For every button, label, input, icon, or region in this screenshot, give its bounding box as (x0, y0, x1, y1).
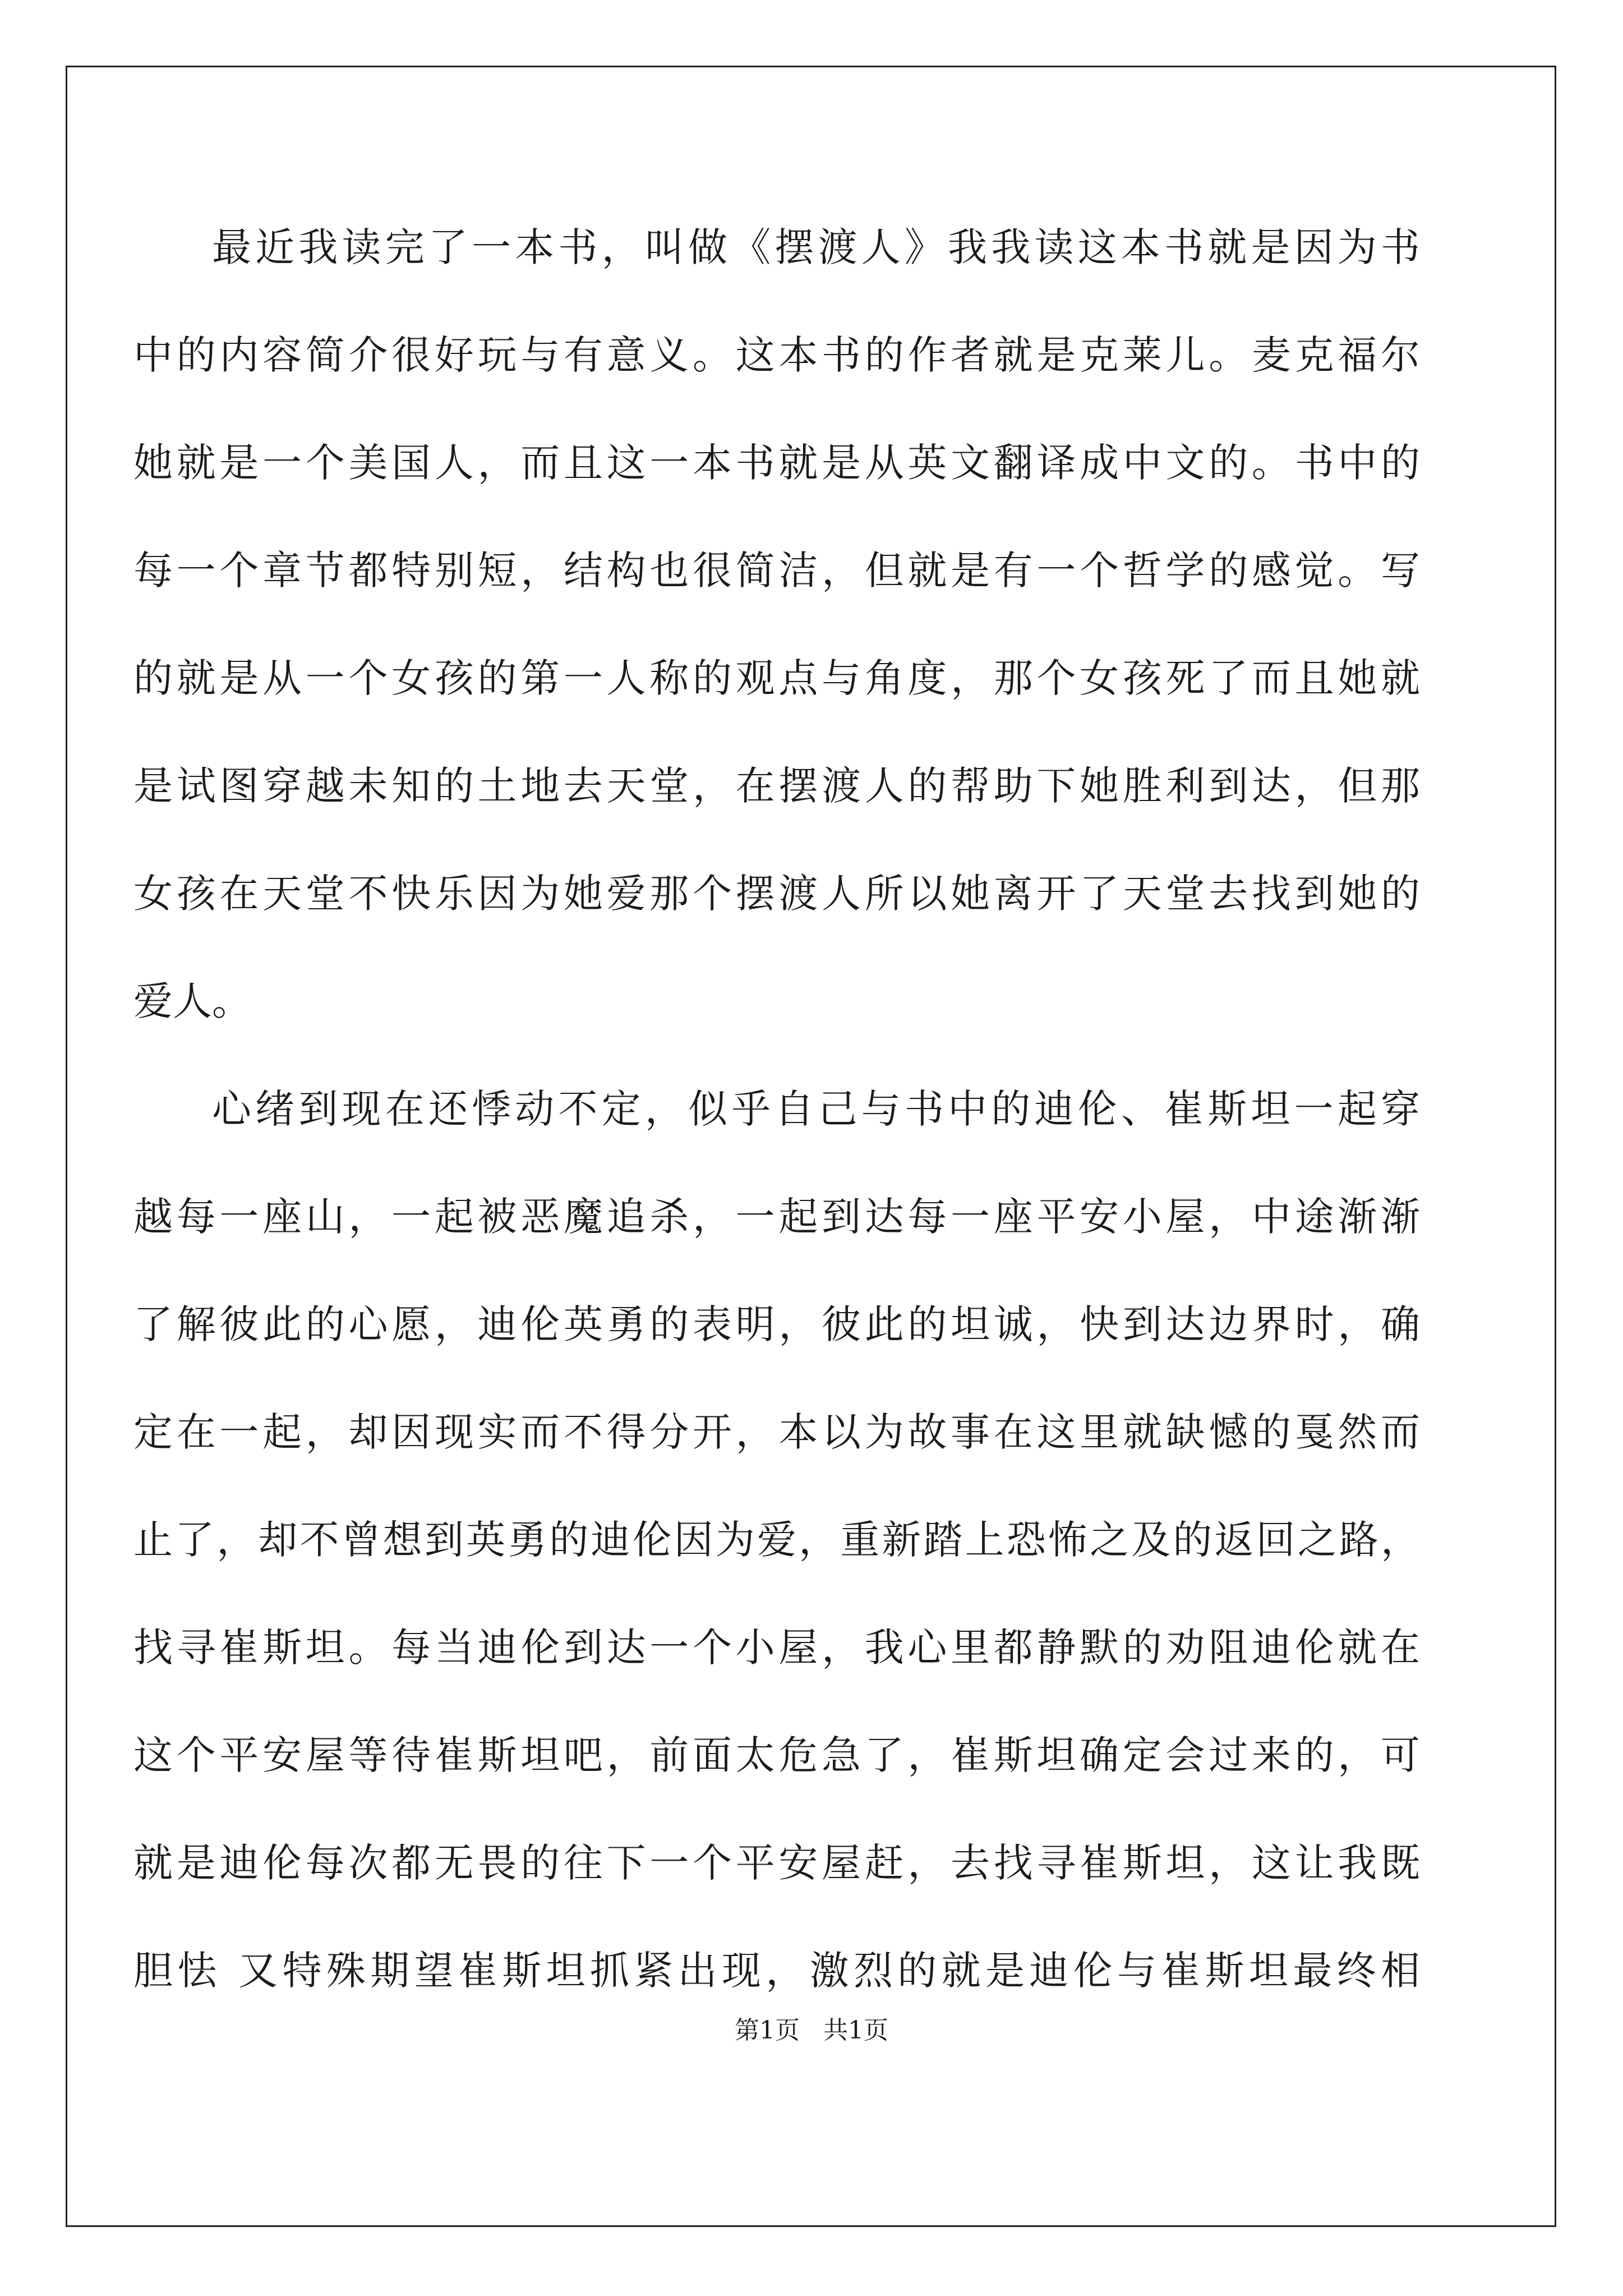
document-body (133, 194, 1420, 2024)
paragraph-1-line-2: 中的内容简介很好玩与有意义。这本书的作者就是克莱儿。麦克福尔 (133, 332, 1420, 378)
paragraph-1-line-1: 最近我读完了一本书，叫做《摆渡人》我我读这本书就是因为书 (212, 224, 1420, 270)
paragraph-1-line-4: 每一个章节都特别短，结构也很简洁，但就是有一个哲学的感觉。写 (133, 547, 1420, 593)
paragraph-2-line-2: 越每一座山，一起被恶魔追杀，一起到达每一座平安小屋，中途渐渐 (133, 1194, 1420, 1240)
paragraph-2-line-8: 就是迪伦每次都无畏的往下一个平安屋赶，去找寻崔斯坦，这让我既 (133, 1840, 1420, 1886)
paragraph-2-line-5: 止了，却不曾想到英勇的迪伦因为爱，重新踏上恐怖之及的返回之路， (133, 1517, 1420, 1563)
paragraph-2-line-1: 心绪到现在还悸动不定，似乎自己与书中的迪伦、崔斯坦一起穿 (212, 1086, 1420, 1132)
paragraph-2-line-3: 了解彼此的心愿，迪伦英勇的表明，彼此的坦诚，快到达边界时，确 (133, 1301, 1420, 1347)
paragraph-1-line-3: 她就是一个美国人，而且这一本书就是从英文翻译成中文的。书中的 (133, 440, 1420, 486)
paragraph-2-line-6: 找寻崔斯坦。每当迪伦到达一个小屋，我心里都静默的劝阻迪伦就在 (133, 1625, 1420, 1671)
paragraph-1-line-5: 的就是从一个女孩的第一人称的观点与角度，那个女孩死了而且她就 (133, 655, 1420, 701)
paragraph-1-line-6: 是试图穿越未知的土地去天堂，在摆渡人的帮助下她胜利到达，但那 (133, 763, 1420, 809)
paragraph-1-line-8: 爱人。 (133, 978, 251, 1024)
paragraph-2-line-9: 胆怯 又特殊期望崔斯坦抓紧出现，激烈的就是迪伦与崔斯坦最终相 (133, 1948, 1420, 1994)
paragraph-1-line-7: 女孩在天堂不快乐因为她爱那个摆渡人所以她离开了天堂去找到她的 (133, 871, 1420, 917)
paragraph-2-line-7: 这个平安屋等待崔斯坦吧，前面太危急了，崔斯坦确定会过来的，可 (133, 1732, 1420, 1778)
page-number-footer: 第1页 共1页 (735, 2016, 888, 2045)
paragraph-2-line-4: 定在一起，却因现实而不得分开，本以为故事在这里就缺憾的戛然而 (133, 1409, 1420, 1455)
